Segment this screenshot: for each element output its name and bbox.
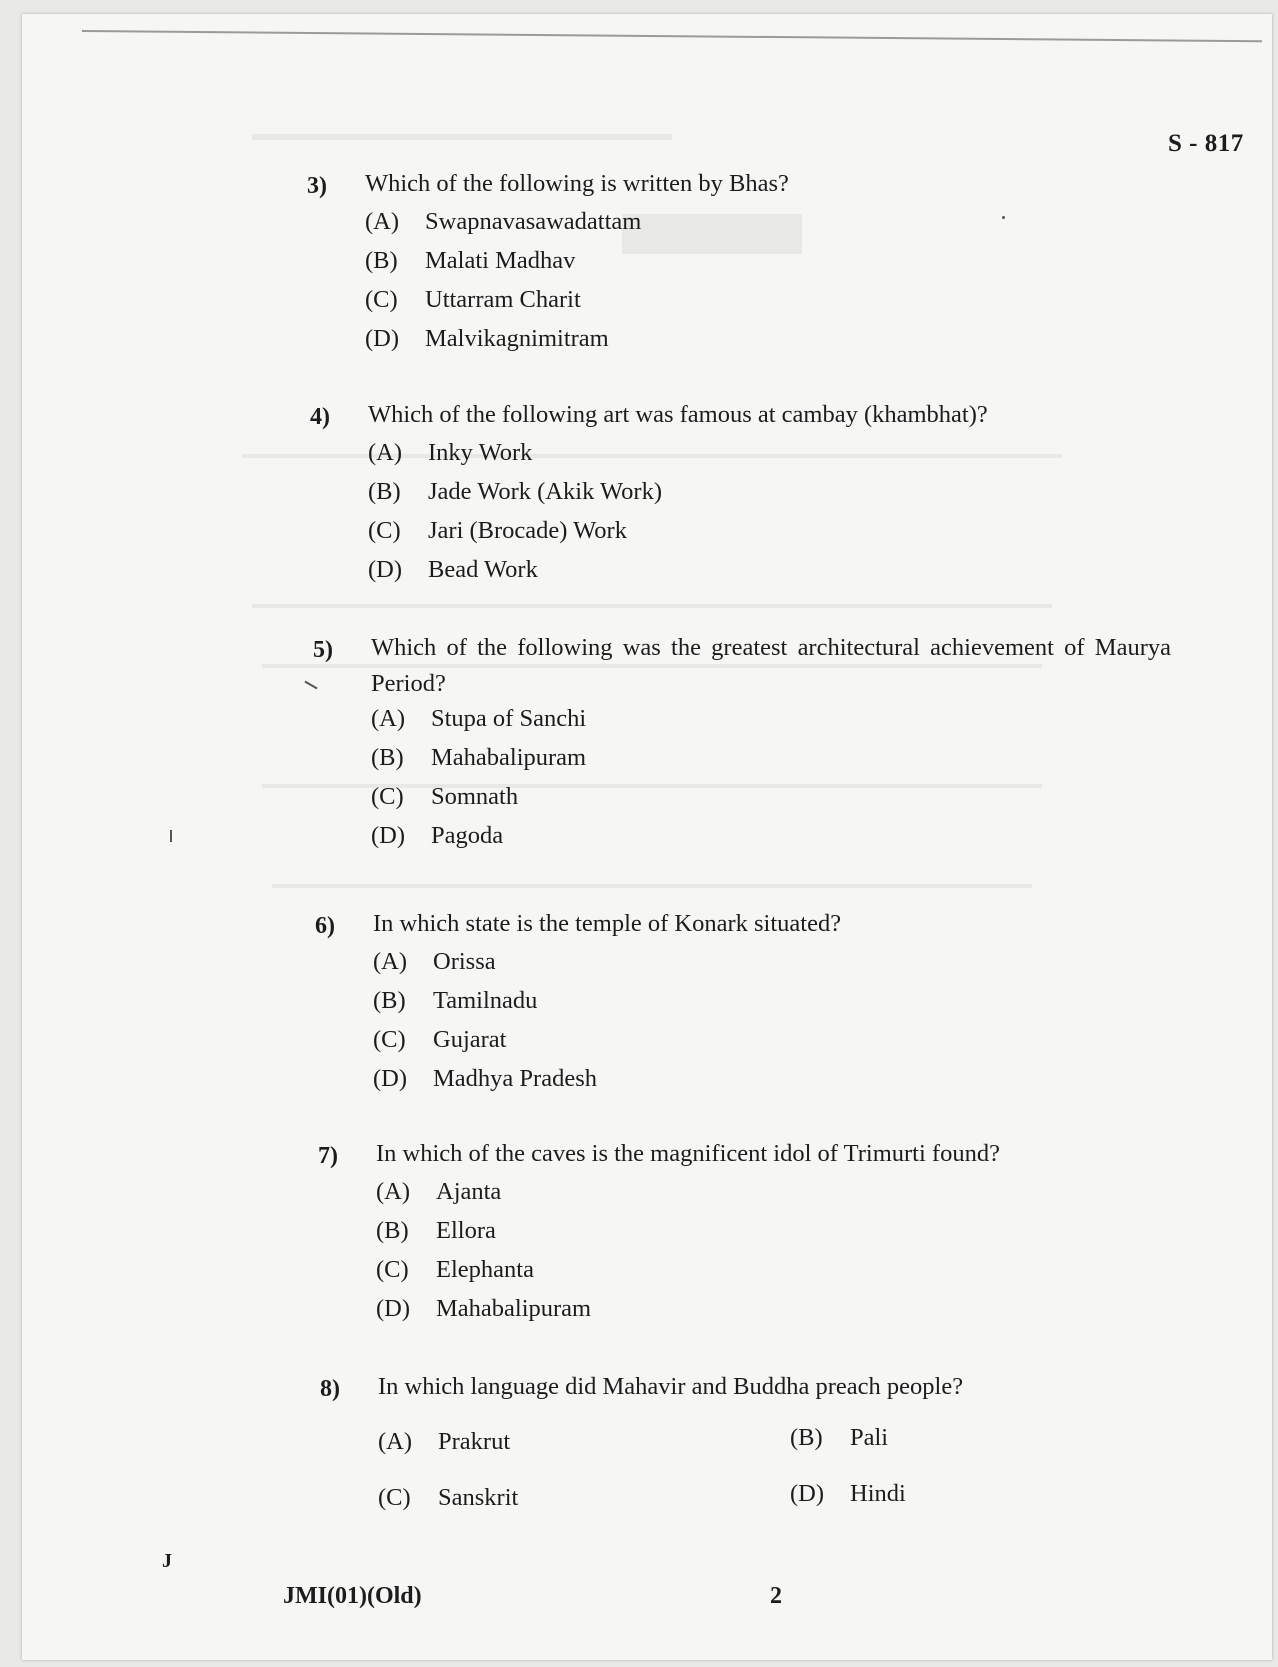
option-letter: (D): [371, 822, 406, 849]
option-a: [371, 707, 586, 732]
option-text: Hindi: [850, 1480, 906, 1507]
option-b: [371, 746, 586, 771]
option-d: [373, 1067, 597, 1092]
option-letter: (B): [365, 247, 398, 274]
option-letter: (C): [373, 1026, 406, 1053]
option-letter: (D): [790, 1480, 825, 1507]
option-text: Tamilnadu: [433, 987, 538, 1014]
footer-code: JMI(01)(Old): [283, 1583, 422, 1609]
option-letter: (B): [373, 987, 406, 1014]
scan-edge-line: [82, 30, 1262, 42]
option-c: [365, 288, 581, 313]
option-letter: (C): [371, 783, 404, 810]
question-number: 3): [307, 173, 327, 199]
question-text: In which state is the temple of Konark situated?: [373, 910, 842, 937]
option-letter: (A): [378, 1428, 413, 1455]
question-number: 7): [318, 1143, 338, 1169]
option-letter: (D): [368, 556, 403, 583]
page-code: S - 817: [1168, 130, 1244, 157]
exam-page: [22, 14, 1272, 1660]
option-letter: (A): [373, 948, 408, 975]
question-number: 8): [320, 1376, 340, 1402]
question-text: In which language did Mahavir and Buddha preach people?: [378, 1373, 964, 1400]
option-a: [376, 1180, 501, 1205]
stray-mark: [304, 681, 317, 690]
option-letter: (A): [371, 705, 406, 732]
option-text: Uttarram Charit: [425, 286, 581, 313]
option-letter: (D): [376, 1295, 411, 1322]
option-letter: (C): [365, 286, 398, 313]
option-b: [790, 1426, 888, 1451]
bleed-through-mark: [242, 454, 1062, 458]
option-text: Inky Work: [428, 439, 533, 466]
option-c: [373, 1028, 506, 1053]
question-text: In which of the caves is the magnificent idol of Trimurti found?: [376, 1140, 1000, 1167]
option-text: Ellora: [436, 1217, 496, 1244]
bleed-through-mark: [252, 604, 1052, 608]
option-d: [371, 824, 503, 849]
option-c: [378, 1486, 518, 1511]
option-letter: (A): [376, 1178, 411, 1205]
option-text: Prakrut: [438, 1428, 511, 1455]
question-number: 6): [315, 913, 335, 939]
option-letter: (B): [790, 1424, 823, 1451]
option-c: [371, 785, 518, 810]
option-text: Sanskrit: [438, 1484, 519, 1511]
option-c: [376, 1258, 534, 1283]
bleed-through-mark: [272, 884, 1032, 888]
option-a: [365, 210, 641, 235]
option-d: [376, 1297, 591, 1322]
option-b: [368, 480, 662, 505]
option-text: Madhya Pradesh: [433, 1065, 597, 1092]
option-b: [365, 249, 575, 274]
option-text: Stupa of Sanchi: [431, 705, 587, 732]
option-text: Ajanta: [436, 1178, 502, 1205]
question-text: Which of the following is written by Bhas?: [365, 170, 789, 197]
option-letter: (C): [368, 517, 401, 544]
question-number: 5): [313, 637, 333, 663]
option-d: [790, 1482, 906, 1507]
option-text: Jari (Brocade) Work: [428, 517, 627, 544]
option-letter: (A): [368, 439, 403, 466]
option-letter: (A): [365, 208, 400, 235]
question-text: Which of the following art was famous at cambay (khambhat)?: [368, 401, 988, 428]
question-number: 4): [310, 404, 330, 430]
bleed-through-mark: [622, 214, 802, 254]
bleed-through-mark: [252, 134, 672, 140]
option-a: [373, 950, 496, 975]
option-a: [378, 1430, 510, 1455]
option-b: [376, 1219, 496, 1244]
option-text: Swapnavasawadattam: [425, 208, 642, 235]
stray-mark: [1002, 216, 1005, 219]
option-text: Malvikagnimitram: [425, 325, 609, 352]
page-number: 2: [770, 1583, 782, 1609]
option-text: Jade Work (Akik Work): [428, 478, 662, 505]
option-letter: (B): [376, 1217, 409, 1244]
option-b: [373, 989, 537, 1014]
option-letter: (C): [376, 1256, 409, 1283]
option-d: [365, 327, 609, 352]
option-text: Malati Madhav: [425, 247, 576, 274]
option-letter: (B): [368, 478, 401, 505]
stray-mark: [170, 830, 172, 842]
option-text: Pali: [850, 1424, 889, 1451]
option-text: Bead Work: [428, 556, 538, 583]
option-letter: (D): [373, 1065, 408, 1092]
option-text: Somnath: [431, 783, 519, 810]
option-d: [368, 558, 538, 583]
option-text: Mahabalipuram: [436, 1295, 592, 1322]
question-text: Which of the following was the greatest architectural achievement of Maurya Period?: [371, 634, 1171, 697]
option-letter: (C): [378, 1484, 411, 1511]
option-text: Pagoda: [431, 822, 504, 849]
footer-mark: J: [162, 1550, 172, 1572]
option-text: Mahabalipuram: [431, 744, 587, 771]
option-text: Elephanta: [436, 1256, 534, 1283]
option-a: [368, 441, 532, 466]
option-letter: (B): [371, 744, 404, 771]
option-text: Gujarat: [433, 1026, 507, 1053]
option-c: [368, 519, 627, 544]
option-text: Orissa: [433, 948, 496, 975]
option-letter: (D): [365, 325, 400, 352]
